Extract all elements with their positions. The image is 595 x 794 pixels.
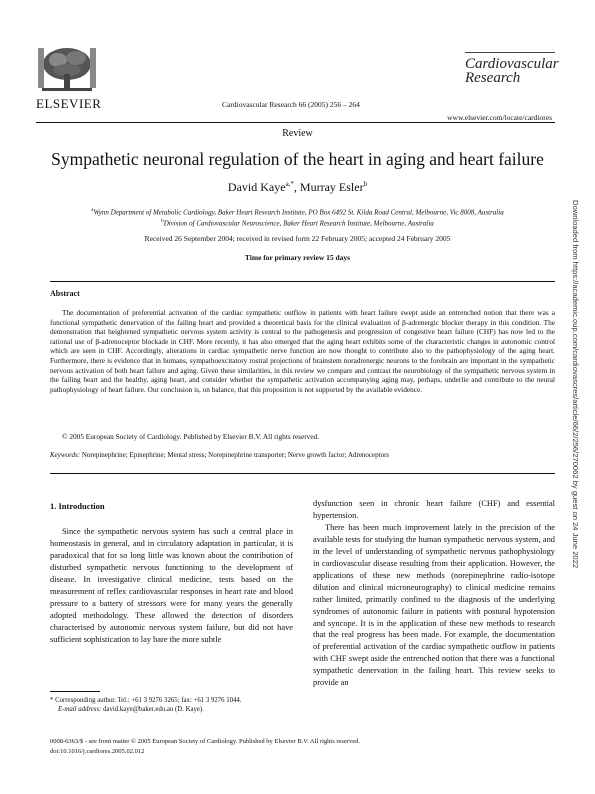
publisher-name: ELSEVIER	[36, 96, 102, 111]
abstract-text: The documentation of preferential activation of the cardiac sympathetic outflow in patients with heart failure swept aside an entrenched notion that there was a functional sympathetic denervation of the failing heart and provided a theoretical basis for the clinical evaluation of β-adrenergic blocker therapy in this condition. The demonstration that heightened sympathetic nervous system activity is central to the pathogenesis and progression of congestive heart failure (CHF) has now led to the rational use of β-adrenoceptor blockade in CHF. More recently, it has also emerged that the aging heart exhibits some of the characteristic changes in autonomic control which are seen in CHF. Accordingly, alterations in cardiac sympathetic nerve function are now thought to contribute also to the pathophysiology of the aging heart. Furthermore, there is evidence that in humans, sympathoexcitatory rostral projections of brainstem noradrenergic neurons to the forebrain are important in the sympathetic nervous activation of both heart failure and aging. Given these similarities, in this review we compare and contrast the neurobiology of the sympathetic nervous system in the failing heart and the healthy, aging heart, and consider whether the sympathetic activation accompanying aging may, perhaps, underlie and contribute to the neural pathophysiology of heart failure. Our conclusion is, on balance, that this proposition is not supported by the available evidence.	[50, 308, 555, 394]
journal-logo-rule	[465, 52, 555, 53]
keywords	[50, 451, 555, 459]
download-watermark	[568, 200, 582, 620]
journal-logo-line2: Research	[465, 70, 521, 86]
email-label: E-mail address:	[58, 706, 102, 713]
author-name: David Kaye	[227, 180, 286, 194]
abstract-heading: Abstract	[50, 289, 80, 298]
abstract-bottom-divider	[50, 473, 555, 474]
received-dates: Received 26 September 2004; received in revised form 22 February 2005; accepted 24 February 2005	[144, 234, 451, 243]
body-column-left	[50, 501, 293, 646]
abstract-top-divider	[50, 281, 555, 282]
author-separator: ,	[293, 180, 300, 194]
affiliation-a: $^a$Wynn Department of Metabolic Cardiology, Baker Heart Research Institute, PO Box 6492 St. Kilda Road Central, Melbourne, Vic 8008, Australia	[91, 208, 504, 217]
footnote	[50, 696, 293, 714]
journal-url[interactable]: www.elsevier.com/locate/cardiores	[447, 113, 552, 122]
journal-logo	[465, 57, 559, 85]
affiliation-b: $^b$Division of Cardiovascular Neuroscience, Baker Heart Research Institute, Melbourne, Australia	[161, 219, 434, 228]
review-time: Time for primary review 15 days	[244, 253, 351, 262]
email-address[interactable]: david.kaye@baker.edu.au (D. Kaye).	[103, 706, 204, 713]
abstract-copyright: © 2005 European Society of Cardiology. Published by Elsevier B.V. All rights reserved.	[62, 432, 320, 441]
author-list	[0, 180, 595, 195]
paragraph: Since the sympathetic nervous system has such a central place in homeostasis in general, and in circulatory adaptation in particular, it is paradoxical that for so long little was known about the contribution of disturbed sympathetic nervous functioning to the development of disease. In investigative clinical medicine, tests based on the measurement of reflex cardiovascular responses in heart rate and blood pressure to a battery of stressors were for many years the generally adopted methodology. These allowed the detection of disorders characterised by autonomic nervous system failure, but did not have sufficient sophistication to lay bare the more subtle	[50, 527, 293, 644]
journal-logo-line1: Cardiovascular	[465, 56, 559, 72]
page-footer	[50, 737, 555, 757]
paragraph: dysfunction seen in chronic heart failure (CHF) and essential hypertension.	[313, 499, 555, 520]
keywords-label: Keywords:	[50, 451, 81, 459]
author-name: Murray Esler	[299, 180, 364, 194]
body-column-right	[313, 498, 555, 689]
doi-line[interactable]: doi:10.1016/j.cardiores.2005.02.012	[50, 748, 145, 755]
article-type: Review	[282, 128, 313, 139]
issn-line: 0008-6363/$ - see front matter © 2005 European Society of Cardiology. Published by Elsevier B.V. All rights reserved.	[50, 738, 361, 745]
download-watermark-text: Downloaded from https://academic.oup.com/cardiovascres/article/66/2/256/270062 by guest on 24 June 2022	[571, 200, 580, 569]
footnote-rule	[50, 691, 100, 692]
header-divider	[36, 122, 555, 123]
author-affil-marker: a,*	[285, 180, 294, 188]
corresponding-author: * Corresponding author. Tel.: +61 3 9276 3265; fax: +61 3 9276 1044.	[50, 697, 242, 704]
affiliations	[40, 206, 555, 229]
author-affil-marker: b	[363, 180, 368, 188]
section-heading: 1. Introduction	[50, 501, 105, 511]
journal-citation: Cardiovascular Research 66 (2005) 256 – 264	[222, 100, 360, 109]
article-title: Sympathetic neuronal regulation of the heart in aging and heart failure	[51, 149, 544, 169]
keywords-list: Norepinephrine; Epinephrine; Mental stress; Norepinephrine transporter; Nerve growth factor; Adrenoceptors	[81, 451, 390, 459]
paragraph: There has been much improvement lately in the precision of the available tests for studying the human sympathetic nervous system, and in the level of understanding of sympathetic nervous pathophysiology in cardiovascular disease resulting from their application. However, the applications of these new methods (norepinephrine radio-isotope dilution and clinical microneurography) to clinical medicine remains rather limited, primarily confined to the diagnosis of the underlying syndromes of autonomic failure in patients with postural hypotension and syncope. It is in the application of these new methods to research that the real progress has been made. For example, the documentation of preferential activation of the cardiac sympathetic outflow in patients with CHF swept aside the entrenched notion that there was a functional sympathetic denervation in the failing heart. This review seeks to provide an	[313, 522, 555, 688]
